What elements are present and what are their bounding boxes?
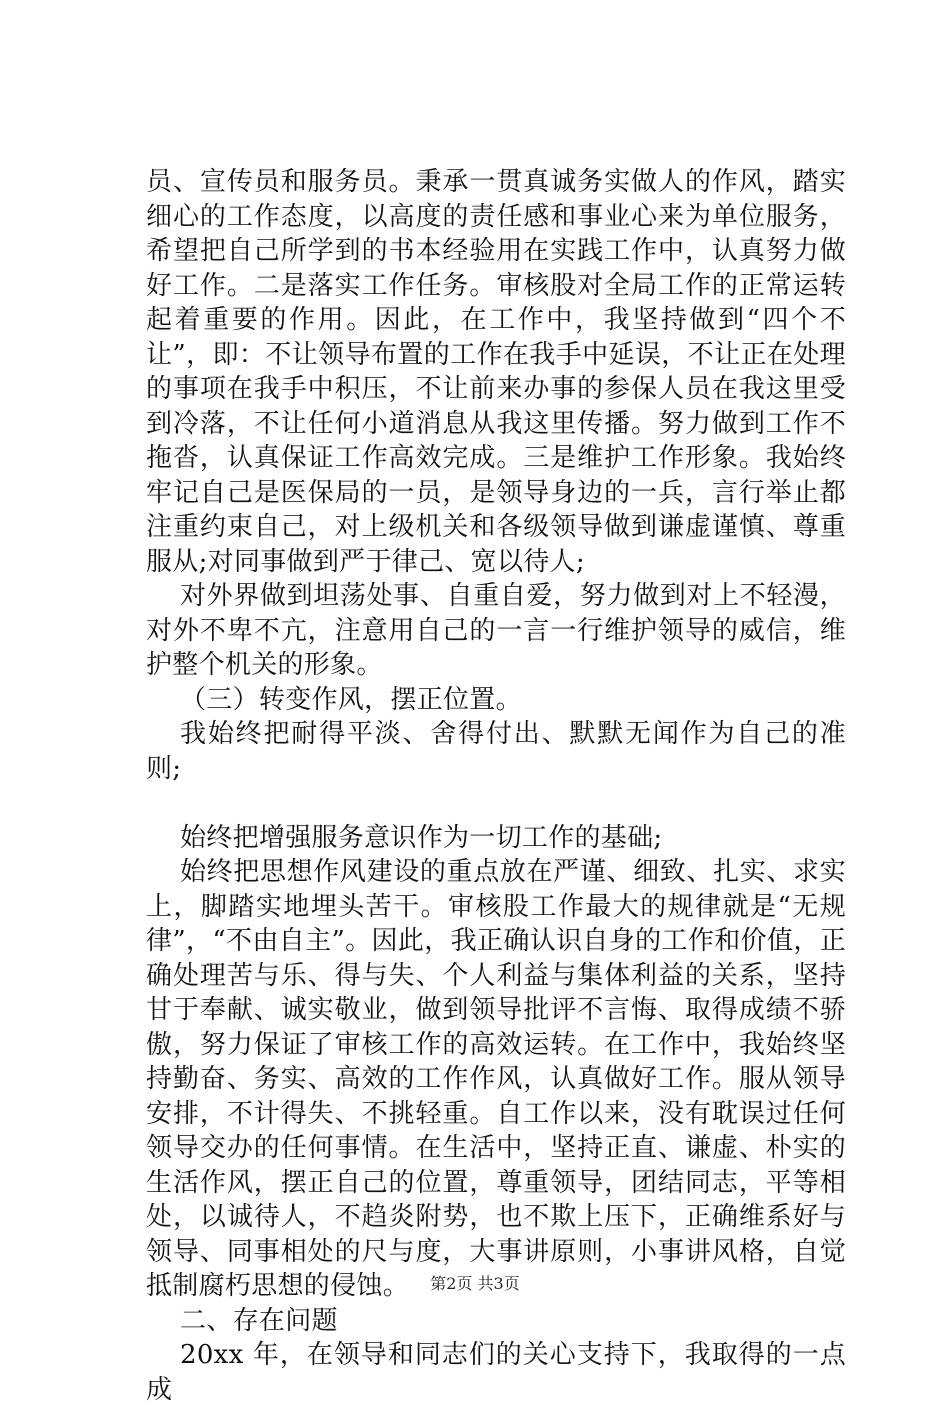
blank-line bbox=[146, 786, 846, 821]
paragraph-service-awareness: 始终把增强服务意识作为一切工作的基础; bbox=[180, 822, 663, 853]
paragraph-work-style: 始终把思想作风建设的重点放在严谨、细致、扎实、求实上，脚踏实地埋头苦干。审核股工作最大的规律就是“无规律”，“不由自主”。因此，我正确认识自身的工作和价值，正确处理苦与乐、得与失、个人利益与集体利益的关系，坚持甘于奉献、诚实敬业，做到领导批评不言悔、取得成绩不骄傲，努力保证了审核工作的高效运转。在工作中，我始终坚持勤奋、务实、高效的工作作风，认真做好工作。服从领导安排，不计得失、不挑轻重。自工作以来，没有耽误过任何领导交办的任何事情。在生活中，坚持正直、谦虚、朴实的生活作风，摆正自己的位置，尊重领导，团结同志，平等相处，以诚待人，不趋炎附势，也不欺上压下，正确维系好与领导、同事相处的尺与度，大事讲原则，小事讲风格，自觉抵制腐朽思想的侵蚀。 bbox=[146, 857, 846, 1301]
paragraph-principle: 我始终把耐得平淡、舍得付出、默默无闻作为自己的准则; bbox=[146, 719, 846, 784]
paragraph-problems-intro: 20xx 年，在领导和同志们的关心支持下，我取得的一点成 bbox=[146, 1340, 846, 1405]
paragraph-continuation: 员、宣传员和服务员。秉承一贯真诚务实做人的作风，踏实细心的工作态度，以高度的责任感和事业心来为单位服务，希望把自己所学到的书本经验用在实践工作中，认真努力做好工作。二是落实工作任务。审核股对全局工作的正常运转起着重要的作用。因此，在工作中，我坚持做到“四个不让”，即：不让领导布置的工作在我手中延误，不让正在处理的事项在我手中积压，不让前来办事的参保人员在我这里受到冷落，不让任何小道消息从我这里传播。努力做到工作不拖沓，认真保证工作高效完成。三是维护工作形象。我始终牢记自己是医保局的一员，是领导身边的一兵，言行举止都注重约束自己，对上级机关和各级领导做到谦虚谨慎、尊重服从;对同事做到严于律己、宽以待人; bbox=[146, 167, 846, 577]
paragraph-external-conduct: 对外界做到坦荡处事、自重自爱，努力做到对上不轻漫，对外不卑不亢，注意用自己的一言一行维护领导的威信，维护整个机关的形象。 bbox=[146, 581, 846, 680]
section-heading-change-style: （三）转变作风，摆正位置。 bbox=[180, 684, 522, 715]
section-heading-problems: 二、存在问题 bbox=[180, 1305, 338, 1336]
document-body bbox=[146, 165, 846, 1407]
page-number-footer: 第2页 共3页 bbox=[430, 1274, 520, 1293]
